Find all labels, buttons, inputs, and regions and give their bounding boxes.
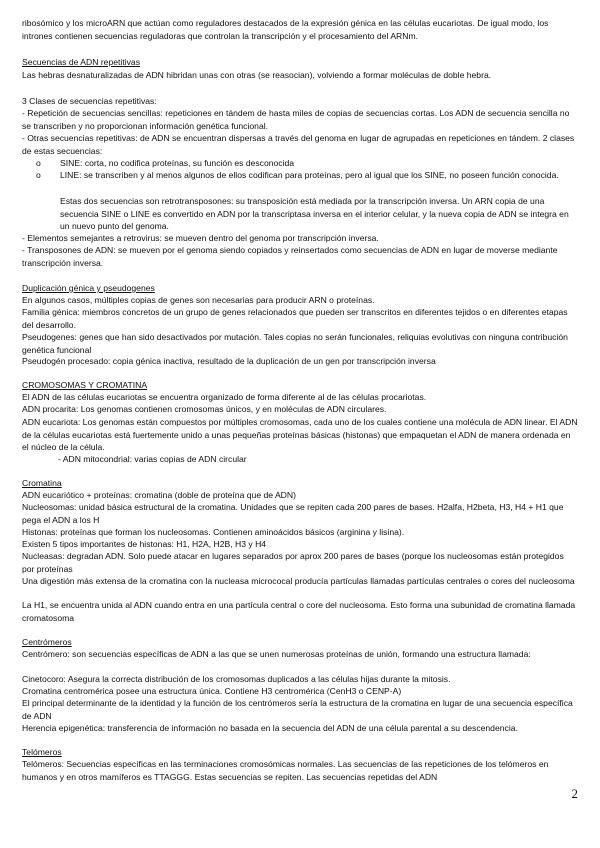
paragraph: El principal determinante de la identidad y la función de los centrómeros sería la estructura de la cromatina en lugar de una secuencia específica de ADN (22, 698, 573, 721)
bullet-marker: o (36, 158, 41, 168)
paragraph: Centrómero: son secuencias específicas de ADN a las que se unen numerosas proteínas de unión, formando una estructura llamada: (22, 649, 531, 659)
paragraph: Pseudogén procesado: copia génica inactiva, resultado de la duplicación de un gen por transcripción inversa (22, 356, 436, 366)
intro-paragraph: ribosómico y los microARN que actúan como reguladores destacados de la expresión génica en las células eucariotas. De igual modo, los intrones contienen secuencias reguladoras que controlan la transcripción y el procesamiento del ARNm. (22, 18, 549, 41)
section-heading-centromeros: Centrómeros (22, 637, 72, 647)
paragraph: ADN procarita: Los genomas contienen cromosomas únicos, y en moléculas de ADN circulares. (22, 404, 387, 414)
section-heading-cromosomas: CROMOSOMAS Y CROMATINA (22, 380, 148, 390)
list-item-text: SINE: corta, no codifica proteínas, su función es desconocida (60, 158, 295, 168)
paragraph: Telómeros: Secuencias específicas en las terminaciones cromosómicas normales. Las secuencias de las repeticiones de los telómeros en humanos y en otros mamíferos es TTAGGG. Estas secuencias se repiten. Las secuencias repetidas del ADN (22, 759, 549, 782)
paragraph: En algunos casos, múltiples copias de genes son necesarias para producir ARN o proteínas. (22, 295, 375, 305)
paragraph: El ADN de las células eucariotas se encuentra organizado de forma diferente al de las células procariotas. (22, 392, 427, 402)
paragraph: ADN eucariota: Los genomas están compuestos por múltiples cromosomas, cada uno de los cuales contiene una molécula de ADN linear. El ADN de la células eucariotas está fuertemente unido a unas pequeñas proteínas básicas (histonas) que empaquetan el ADN de manera ordenada en el núcleo de la célula. (22, 417, 578, 453)
bullet-marker: o (36, 170, 41, 180)
paragraph: Una digestión más extensa de la cromatina con la nucleasa micrococal producía partículas llamadas partículas centrales o cores del nucleosoma (22, 576, 575, 586)
paragraph: - Transposones de ADN: se mueven por el genoma siendo copiados y reinsertados como secuencias de ADN en lugar de moverse mediante transcripción inversa. (22, 245, 558, 268)
section-heading-cromatina: Cromatina (22, 478, 62, 488)
paragraph: - Repetición de secuencias sencillas: repeticiones en tándem de hasta miles de copias de secuencias cortas. Los ADN de secuencia sencilla no se transcriben y no proporcionan información genética funcional. (22, 108, 570, 131)
paragraph-indented: Estas dos secuencias son retrotransposones: su transposición está mediada por la transcripción inversa. Un ARN copia de una secuencia SINE o LINE es convertido en ADN por la transcriptasa inversa en el interior celular, y la nueva copia de ADN se integra en un nuevo punto del genoma. (60, 196, 569, 232)
paragraph: Las hebras desnaturalizadas de ADN hibridan unas con otras (se reasocian), volviendo a formar moléculas de doble hebra. (22, 70, 492, 80)
list-item (36, 157, 576, 170)
paragraph: - Otras secuencias repetitivas: de ADN se encuentran dispersas a través del genoma en lugar de agrupadas en repeticiones en tándem. 2 clases de estas secuencias: (22, 133, 575, 156)
paragraph: La H1, se encuentra unida al ADN cuando entra en una partícula central o core del nucleosoma. Esto forma una subunidad de cromatina llamada cromatosoma (22, 600, 576, 623)
paragraph: 3 Clases de secuencias repetitivas: (22, 96, 157, 106)
list-item-text: LINE: se transcriben y al menos algunos de ellos codifican para proteínas, pero al igual que los SINE, no poseen función conocida. (60, 170, 559, 180)
list-item (36, 169, 576, 182)
paragraph: Cromatina centromérica posee una estructura única. Contiene H3 centromérica (CenH3 o CENP-A) (22, 686, 402, 696)
paragraph: Existen 5 tipos importantes de histonas: H1, H2A, H2B, H3 y H4 (22, 539, 267, 549)
paragraph: Nucleasas: degradan ADN. Solo puede atacar en lugares separados por aprox 200 pares de bases (porque los nucleosomas están protegidos por proteínas (22, 551, 564, 574)
paragraph: Nucleosomas: unidad básica estructural de la cromatina. Unidades que se repiten cada 200 pares de bases. H2alfa, H2beta, H3, H4 + H1 que pega el ADN a los H (22, 502, 564, 525)
paragraph: - Elementos semejantes a retrovirus: se mueven dentro del genoma por transcripción inversa. (22, 233, 379, 243)
paragraph: Pseudogenes: genes que han sido desactivados por mutación. Tales copias no serán funcionales, reliquias evolutivas con ninguna contribución genética funcional (22, 332, 568, 355)
section-heading-adn-repetitivas: Secuencias de ADN repetitivas (22, 57, 140, 67)
section-heading-duplicacion: Duplicación génica y pseudogenes (22, 283, 155, 293)
paragraph: Familia génica: miembros concretos de un grupo de genes relacionados que pueden ser transcritos en diferentes tejidos o en diferentes etapas del desarrollo. (22, 307, 568, 330)
section-heading-telomeros: Telómeros (22, 747, 62, 757)
paragraph: Cinetocoro: Asegura la correcta distribución de los cromosomas duplicados a las células hijas durante la mitosis. (22, 674, 451, 684)
page-number: 2 (571, 786, 578, 801)
paragraph: ADN eucariótico + proteínas: cromatina (doble de proteína que de ADN) (22, 490, 296, 500)
paragraph-indented: - ADN mitocondrial: varias copias de ADN circular (58, 454, 247, 464)
paragraph: Herencia epigenética: transferencia de información no basada en la secuencia del ADN de una célula parental a su descendencia. (22, 723, 518, 733)
paragraph: Histonas: proteínas que forman los nucleosomas. Contienen aminoácidos básicos (arginina y lisina). (22, 527, 405, 537)
